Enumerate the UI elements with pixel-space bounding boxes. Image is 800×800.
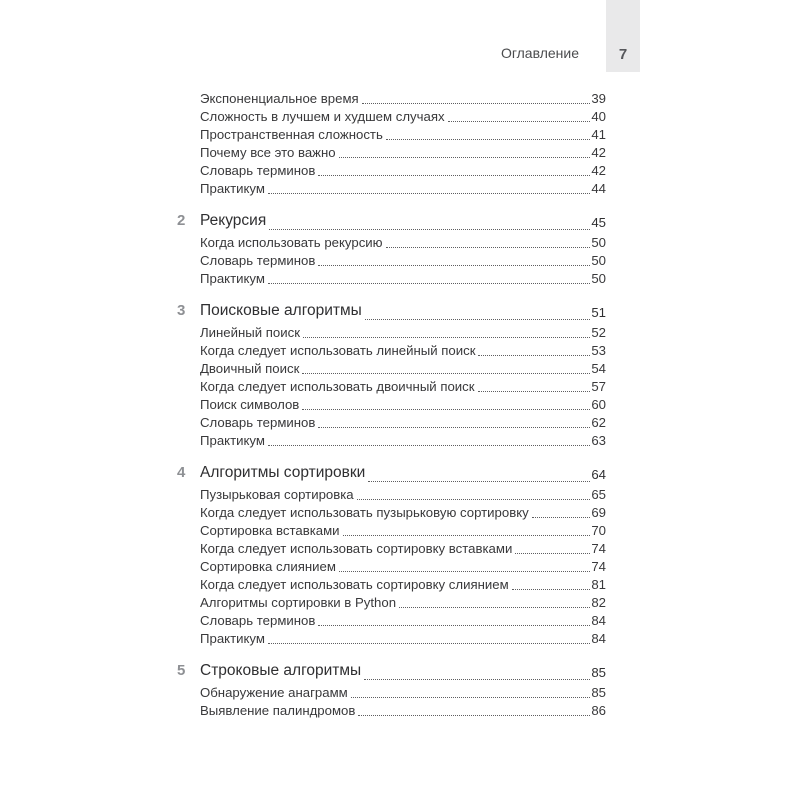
dot-leader [351,697,591,698]
dot-leader [362,103,591,104]
entry-title: Словарь терминов [200,613,316,628]
dot-leader [515,553,590,554]
chapter-number: 4 [177,464,186,481]
dot-leader [268,643,590,644]
chapter-heading-row [177,298,606,324]
entry-page-number: 74 [591,559,606,574]
entry-title: Сложность в лучшем и худшем случаях [200,109,445,124]
toc-entry-row [200,702,606,720]
entry-title: Алгоритмы сортировки в Python [200,595,397,610]
entry-title: Словарь терминов [200,415,316,430]
toc-entry-row [200,612,606,630]
dot-leader [386,247,591,248]
toc-section [177,658,606,720]
entry-page-number: 74 [591,541,606,556]
entry-page-number: 82 [591,595,606,610]
toc-entry-row [200,162,606,180]
chapter-number: 5 [177,662,186,679]
entry-page-number: 40 [591,109,606,124]
entry-page-number: 84 [591,613,606,628]
toc-entry-row [200,144,606,162]
chapter-heading-row [177,658,606,684]
entry-page-number: 70 [591,523,606,538]
dot-leader [532,517,591,518]
toc-section [177,460,606,648]
entry-title: Экспоненциальное время [200,91,359,106]
dot-leader [364,679,590,680]
dot-leader [268,193,590,194]
dot-leader [512,589,591,590]
entry-title: Сортировка вставками [200,523,340,538]
chapter-page-number: 45 [591,215,606,230]
entry-title: Словарь терминов [200,163,316,178]
toc-entry-row [200,594,606,612]
chapter-number: 3 [177,302,186,319]
dot-leader [269,229,590,230]
entry-page-number: 52 [591,325,606,340]
entry-title: Словарь терминов [200,253,316,268]
chapter-title: Строковые алгоритмы [200,662,362,679]
entry-title: Почему все это важно [200,145,336,160]
toc-entry-row [200,252,606,270]
dot-leader [386,139,590,140]
dot-leader [303,337,590,338]
toc-entry-row [200,90,606,108]
dot-leader [268,445,590,446]
entry-title: Практикум [200,271,265,286]
toc-section [177,298,606,450]
running-header-title: Оглавление [500,45,579,61]
entry-title: Когда следует использовать сортировку вставками [200,541,513,556]
toc-entry-row [200,342,606,360]
toc-entry-row [200,270,606,288]
dot-leader [399,607,590,608]
toc-entry-row [200,126,606,144]
entry-title: Практикум [200,181,265,196]
dot-leader [358,715,590,716]
toc-entry-row [200,504,606,522]
entry-page-number: 50 [591,271,606,286]
toc-entry-row [200,540,606,558]
entry-title: Когда следует использовать линейный поиск [200,343,476,358]
dot-leader [302,373,590,374]
entry-page-number: 39 [591,91,606,106]
entry-page-number: 57 [591,379,606,394]
dot-leader [365,319,591,320]
toc-entry-row [200,360,606,378]
entry-page-number: 41 [591,127,606,142]
entry-page-number: 62 [591,415,606,430]
entry-page-number: 63 [591,433,606,448]
chapter-title: Рекурсия [200,212,267,229]
page-number: 7 [618,46,628,63]
dot-leader [357,499,591,500]
entry-page-number: 54 [591,361,606,376]
toc-entry-row [200,486,606,504]
dot-leader [268,283,590,284]
entry-title: Сортировка слиянием [200,559,336,574]
toc-entry-row [200,234,606,252]
dot-leader [318,625,590,626]
toc-entry-row [200,180,606,198]
entry-page-number: 42 [591,163,606,178]
toc-entry-row [200,324,606,342]
toc-entry-row [200,630,606,648]
chapter-page-number: 51 [591,305,606,320]
toc-entry-row [200,108,606,126]
chapter-page-number: 64 [591,467,606,482]
dot-leader [302,409,590,410]
entry-page-number: 86 [591,703,606,718]
dot-leader [318,427,590,428]
dot-leader [339,571,590,572]
entry-title: Пузырьковая сортировка [200,487,354,502]
entry-title: Когда следует использовать двоичный поиск [200,379,475,394]
entry-page-number: 50 [591,235,606,250]
entry-title: Пространственная сложность [200,127,383,142]
chapter-heading-row [177,208,606,234]
entry-page-number: 53 [591,343,606,358]
entry-title: Двоичный поиск [200,361,300,376]
toc-entry-row [200,576,606,594]
toc-entry-row [200,432,606,450]
entry-page-number: 42 [591,145,606,160]
entry-title: Когда следует использовать пузырьковую сортировку [200,505,529,520]
chapter-page-number: 85 [591,665,606,680]
toc-section [177,208,606,288]
toc-entry-row [200,558,606,576]
entry-page-number: 65 [591,487,606,502]
chapter-title: Алгоритмы сортировки [200,464,366,481]
entry-page-number: 50 [591,253,606,268]
dot-leader [448,121,591,122]
toc-section [200,90,606,198]
entry-title: Практикум [200,433,265,448]
entry-title: Линейный поиск [200,325,301,340]
running-header [501,45,579,61]
toc-entry-row [200,522,606,540]
dot-leader [478,355,590,356]
entry-title: Поиск символов [200,397,300,412]
entry-page-number: 84 [591,631,606,646]
entry-page-number: 81 [591,577,606,592]
entry-page-number: 44 [591,181,606,196]
entry-title: Практикум [200,631,265,646]
entry-title: Обнаружение анаграмм [200,685,348,700]
entry-page-number: 60 [591,397,606,412]
toc-entry-row [200,396,606,414]
chapter-heading-row [177,460,606,486]
entry-page-number: 85 [591,685,606,700]
toc-entry-row [200,684,606,702]
dot-leader [339,157,591,158]
chapter-number: 2 [177,212,186,229]
dot-leader [318,175,590,176]
dot-leader [368,481,590,482]
entry-title: Выявление палиндромов [200,703,356,718]
entry-page-number: 69 [591,505,606,520]
dot-leader [318,265,590,266]
chapter-title: Поисковые алгоритмы [200,302,362,319]
entry-title: Когда использовать рекурсию [200,235,383,250]
dot-leader [478,391,591,392]
toc-entry-row [200,414,606,432]
entry-title: Когда следует использовать сортировку слиянием [200,577,509,592]
page-number-tab [606,0,640,72]
dot-leader [343,535,591,536]
toc-entry-row [200,378,606,396]
table-of-contents [177,90,606,720]
